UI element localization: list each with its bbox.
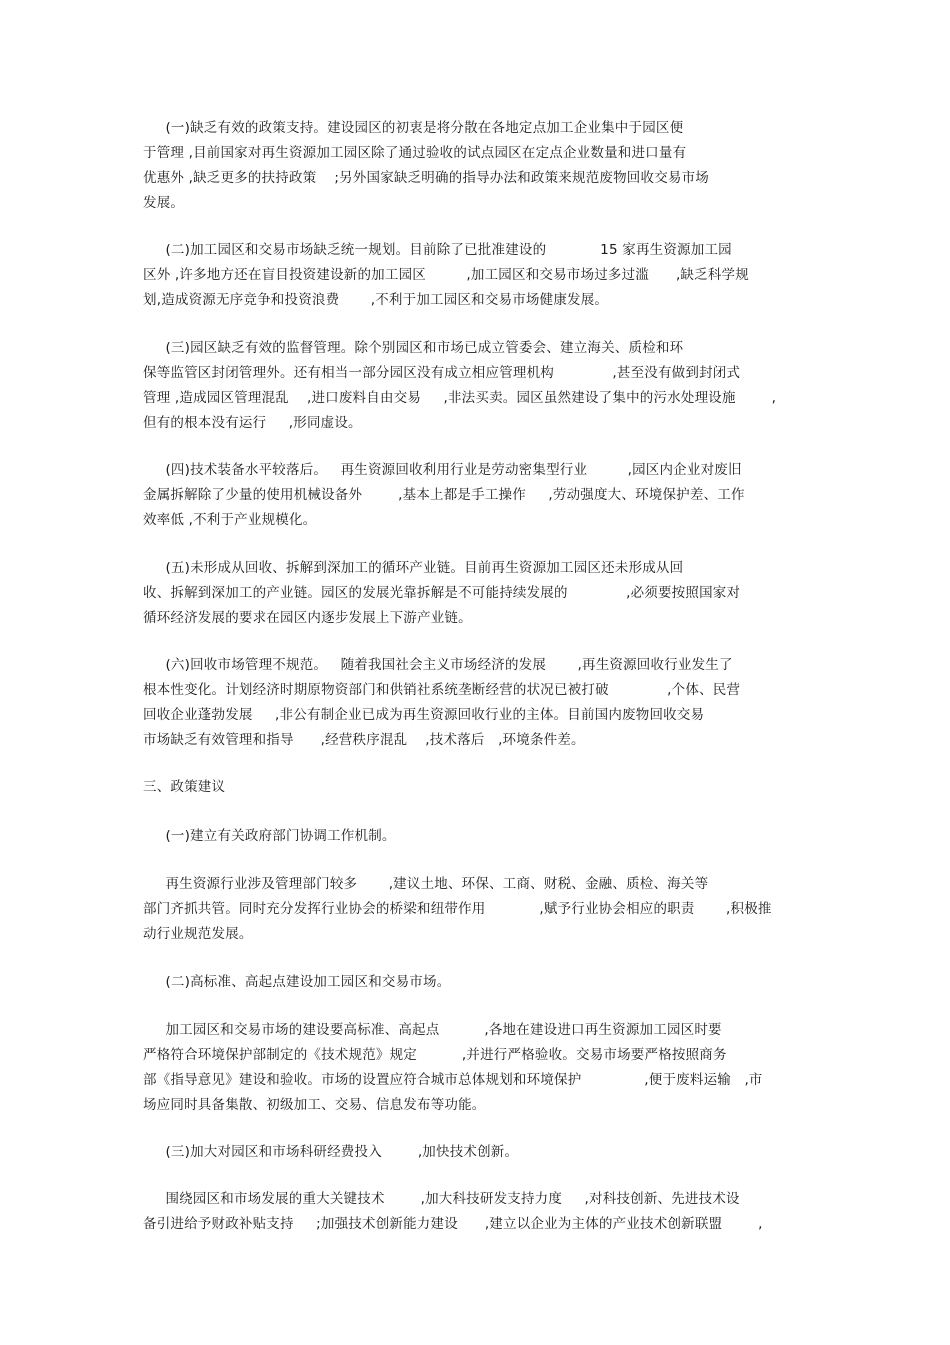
text-line: 管理 ,造成园区管理混乱 ,进口废料自由交易 ,非法买卖。园区虽然建设了集中的污水处理设施 ,: [143, 390, 777, 406]
paragraph-market-management: [143, 653, 813, 753]
text-line: 再生资源行业涉及管理部门较多 ,建议土地、环保、工商、财税、金融、质检、海关等: [143, 876, 709, 892]
text-line: 于管理 ,目前国家对再生资源加工园区除了通过验收的试点园区在定点企业数量和进口量有: [143, 145, 687, 161]
text-line: 根本性变化。计划经济时期原物资部门和供销社系统垄断经营的状况已被打破 ,个体、民营: [143, 682, 741, 698]
text-line: (一)缺乏有效的政策支持。建设园区的初衷是将分散在各地定点加工企业集中于园区便: [143, 120, 684, 136]
text-line: 备引进给予财政补贴支持 ;加强技术创新能力建设 ,建立以企业为主体的产业技术创新联盟 ,: [143, 1216, 763, 1232]
subheading-high-standard: [143, 970, 813, 995]
text-line: 划,造成资源无序竞争和投资浪费 ,不利于加工园区和交易市场健康发展。: [143, 292, 609, 308]
section-heading: 三、政策建议: [143, 779, 226, 795]
paragraph-coordination: [143, 872, 813, 947]
text-line: 收、拆解到深加工的产业链。园区的发展光靠拆解是不可能持续发展的 ,必须要按照国家对: [143, 585, 741, 601]
text-line: 市场缺乏有效管理和指导 ,经营秩序混乱 ,技术落后 ,环境条件差。: [143, 732, 585, 748]
text-line: (三)园区缺乏有效的监督管理。除个别园区和市场已成立管委会、建立海关、质检和环: [143, 340, 684, 356]
subheading: (三)加大对园区和市场科研经费投入 ,加快技术创新。: [143, 1144, 519, 1160]
paragraph-research-funding: [143, 1187, 813, 1237]
text-line: 金属拆解除了少量的使用机械设备外 ,基本上都是手工操作 ,劳动强度大、环境保护差、工作: [143, 487, 745, 503]
text-line: 加工园区和交易市场的建设要高标准、高起点 ,各地在建设进口再生资源加工园区时要: [143, 1022, 722, 1038]
text-line: 优惠外 ,缺乏更多的扶持政策 ;另外国家缺乏明确的指导办法和政策来规范废物回收交易市场: [143, 170, 709, 186]
subheading-coordination: [143, 824, 813, 849]
subheading: (一)建立有关政府部门协调工作机制。: [143, 828, 396, 844]
text-line: 场应同时具备集散、初级加工、交易、信息发布等功能。: [143, 1097, 486, 1113]
text-line: 保等监管区封闭管理外。还有相当一部分园区没有成立相应管理机构 ,甚至没有做到封闭式: [143, 365, 741, 381]
paragraph-unified-planning: [143, 238, 813, 313]
paragraph-high-standard: [143, 1018, 813, 1118]
text-line: 效率低 ,不利于产业规模化。: [143, 512, 317, 528]
paragraph-technology: [143, 458, 813, 533]
text-line: 动行业规范发展。: [143, 926, 253, 942]
text-line: 循环经济发展的要求在园区内逐步发展上下游产业链。: [143, 610, 472, 626]
section-heading-policy-suggestions: [143, 775, 813, 800]
paragraph-industry-chain: [143, 556, 813, 631]
paragraph-supervision: [143, 336, 813, 436]
text-line: 区外 ,许多地方还在盲目投资建设新的加工园区 ,加工园区和交易市场过多过滥 ,缺乏科学规: [143, 267, 749, 283]
text-line: 回收企业蓬勃发展 ,非公有制企业已成为再生资源回收行业的主体。目前国内废物回收交易: [143, 707, 705, 723]
subheading: (二)高标准、高起点建设加工园区和交易市场。: [143, 974, 451, 990]
text-line: (四)技术装备水平较落后。 再生资源回收利用行业是劳动密集型行业 ,园区内企业对废旧: [143, 462, 742, 478]
text-line: 严格符合环境保护部制定的《技术规范》规定 ,并进行严格验收。交易市场要严格按照商务: [143, 1047, 727, 1063]
text-line: 部门齐抓共管。同时充分发挥行业协会的桥梁和纽带作用 ,赋予行业协会相应的职责 ,积极推: [143, 901, 772, 917]
text-line: 部《指导意见》建设和验收。市场的设置应符合城市总体规划和环境保护 ,便于废料运输 ,市: [143, 1072, 763, 1088]
text-line: (五)未形成从回收、拆解到深加工的循环产业链。目前再生资源加工园区还未形成从回: [143, 560, 684, 576]
text-line: (二)加工园区和交易市场缺乏统一规划。目前除了已批准建设的 15 家再生资源加工园: [143, 242, 732, 258]
text-line: 发展。: [143, 195, 185, 211]
subheading-research-funding: [143, 1140, 813, 1165]
text-line: (六)回收市场管理不规范。 随着我国社会主义市场经济的发展 ,再生资源回收行业发生了: [143, 657, 733, 673]
text-line: 但有的根本没有运行 ,形同虚设。: [143, 415, 362, 431]
paragraph-policy-support: [143, 116, 813, 216]
text-line: 围绕园区和市场发展的重大关键技术 ,加大科技研发支持力度 ,对科技创新、先进技术设: [143, 1191, 740, 1207]
